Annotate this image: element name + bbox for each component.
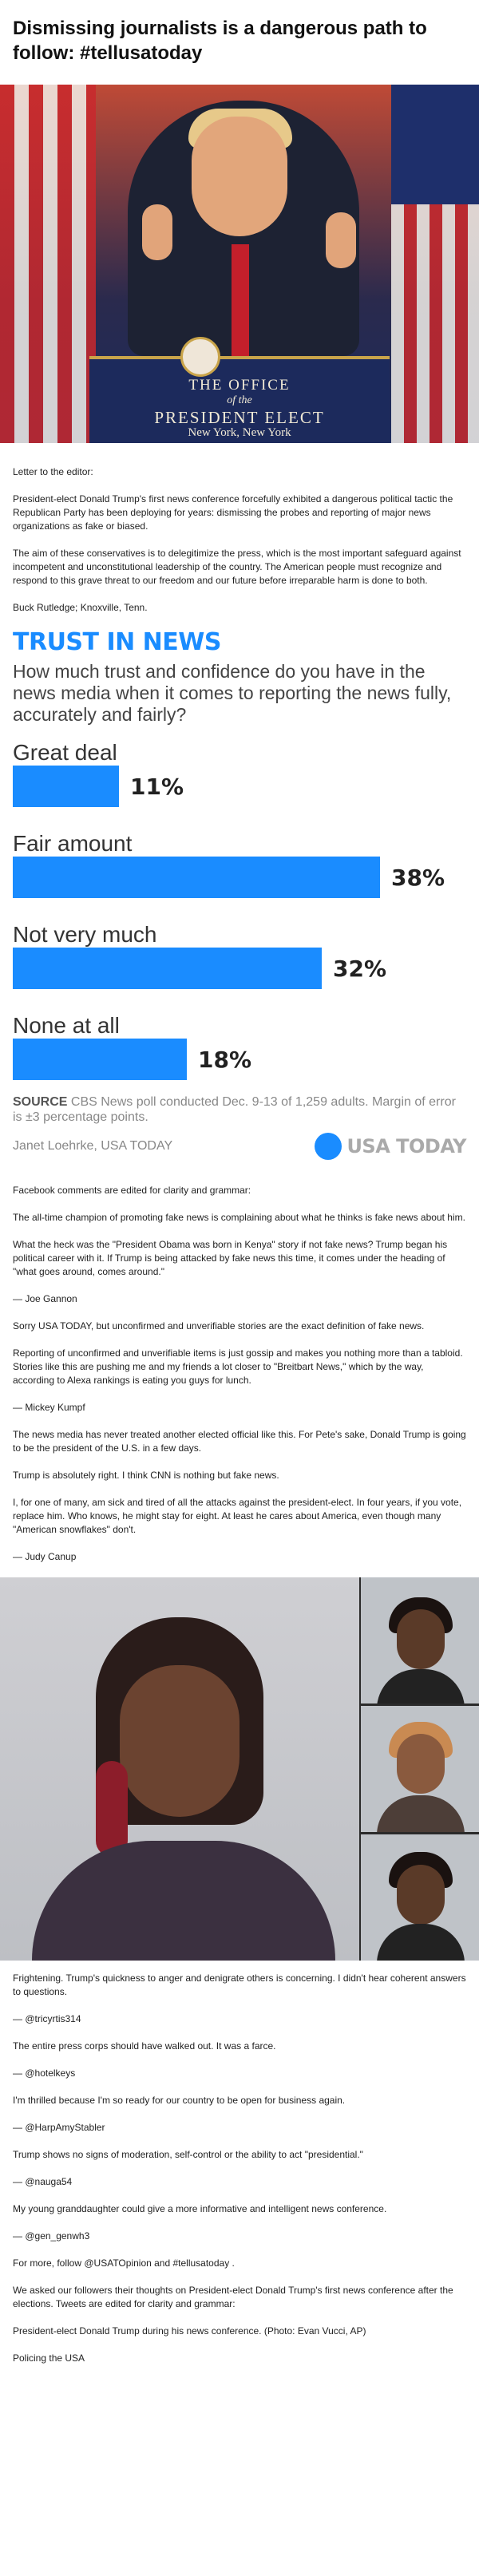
mugshot-side-1 xyxy=(361,1577,479,1703)
photo-caption: President-elect Donald Trump during his news conference. (Photo: Evan Vucci, AP) xyxy=(13,2325,366,2337)
bar-row xyxy=(13,766,466,807)
comment: The news media has never treated another elected official like this. For Pete's sake, Donald Trump is going to be the president of the U.S. in a few days. xyxy=(13,1429,466,1454)
bar-row xyxy=(13,857,466,898)
mugshot-side-3 xyxy=(361,1834,479,1961)
comments-intro: Facebook comments are edited for clarity and grammar: xyxy=(13,1185,251,1196)
source-text: CBS News poll conducted Dec. 9-13 of 1,259 adults. Margin of error is ±3 percentage points. xyxy=(13,1095,456,1124)
credit-row xyxy=(0,1125,479,1160)
tweet-handle: — @gen_genwh3 xyxy=(13,2230,90,2242)
tweet-handle: — @HarpAmyStabler xyxy=(13,2122,105,2133)
podium-line1: THE OFFICE xyxy=(188,377,291,394)
mugshot-side-face xyxy=(397,1734,445,1794)
bar-category-label: None at all xyxy=(13,1013,120,1038)
usa-today-dot-icon xyxy=(315,1133,342,1160)
mugshot-side-body xyxy=(377,1795,465,1832)
trust-graphic xyxy=(0,628,479,1160)
letter-paragraph: President-elect Donald Trump's first news conference forcefully exhibited a dangerous political tactic the Republican Party has been deploying for years: dismissing the probes and reporting of major news organizations as fake or biased. xyxy=(13,493,453,532)
bar xyxy=(13,1039,187,1080)
tweet: Trump shows no signs of moderation, self-control or the ability to act "presidential." xyxy=(13,2149,363,2160)
comment: What the heck was the "President Obama was born in Kenya" story if not fake news? Trump began his political career with it. If Trump is being attacked by fake news this time, it comes under the heading of "what goes around, comes around." xyxy=(13,1239,448,1277)
tweets xyxy=(0,1961,479,2365)
flag-canton xyxy=(391,85,479,204)
podium-seal-icon xyxy=(180,337,220,377)
bar-category-label: Not very much xyxy=(13,922,157,947)
letter-signoff: Buck Rutledge; Knoxville, Tenn. xyxy=(13,602,148,613)
comment: Sorry USA TODAY, but unconfirmed and unverifiable stories are the exact definition of fake news. xyxy=(13,1320,425,1332)
mugshot-side-face xyxy=(397,1865,445,1925)
mugshot-shirt xyxy=(32,1841,335,1961)
bar-row xyxy=(13,1039,466,1080)
mugshot-side-body xyxy=(377,1924,465,1961)
mugshot-photo xyxy=(0,1577,479,1961)
bar-row xyxy=(13,948,466,989)
comment: Reporting of unconfirmed and unverifiable items is just gossip and makes you nothing more than a tabloid. Stories like this are pushing me and my friends a lot closer to "Breitbart News," which by the way, according to Alexa rankings is eating you guys for lunch. xyxy=(13,1347,463,1386)
podium-line4: New York, New York xyxy=(188,426,291,439)
speaker-hand-right xyxy=(326,212,356,268)
comment-author: — Judy Canup xyxy=(13,1551,77,1562)
bar-value-label: 18% xyxy=(198,1046,252,1073)
tweet-handle: — @hotelkeys xyxy=(13,2068,76,2079)
chart-title: TRUST IN NEWS xyxy=(13,628,221,656)
comment-author: — Mickey Kumpf xyxy=(13,1402,85,1413)
letter-salutation: Letter to the editor: xyxy=(13,466,93,477)
usa-today-logo-text: USA TODAY xyxy=(346,1135,466,1157)
follow-line[interactable]: For more, follow @USATOpinion and #tellusatoday . xyxy=(13,2257,235,2269)
hero-photo xyxy=(0,85,479,443)
flag-left xyxy=(0,85,96,443)
tweet: The entire press corps should have walked out. It was a farce. xyxy=(13,2040,276,2052)
podium-line3: PRESIDENT ELECT xyxy=(154,408,325,427)
article-headline: Dismissing journalists is a dangerous path to follow: #tellusatoday xyxy=(13,18,427,64)
chart-credit: Janet Loehrke, USA TODAY xyxy=(13,1139,173,1153)
footer-link[interactable]: Policing the USA xyxy=(13,2352,85,2364)
letter-paragraph: The aim of these conservatives is to delegitimize the press, which is the most important safeguard against incompetent and unconstitutional leadership of the country. The American people must recognize and respond to this grave threat to our freedom and our future before irreparable harm is done to both. xyxy=(13,548,461,586)
speaker-hand-left xyxy=(142,204,172,260)
bar-category-label: Fair amount xyxy=(13,831,133,856)
mugshot-red-hair xyxy=(96,1761,128,1857)
mugshot-side-2 xyxy=(361,1706,479,1832)
tweet-handle: — @nauga54 xyxy=(13,2176,73,2187)
podium-line2: of the xyxy=(227,394,252,406)
tweet: Frightening. Trump's quickness to anger and denigrate others is concerning. I didn't hear coherent answers to questions. xyxy=(13,1973,466,1997)
chart-question: How much trust and confidence do you have in the news media when it comes to reporting the news fully, accurately and fairly? xyxy=(13,661,452,725)
comment: I, for one of many, am sick and tired of all the attacks against the president-elect. In four years, if you vote, replace him. Who knows, he might stay for eight. At least he cares about America, even though many "American snowflakes" don't. xyxy=(13,1497,462,1535)
bar xyxy=(13,948,322,989)
speaker-tie xyxy=(232,244,249,372)
mugshot-main xyxy=(0,1577,359,1961)
source-label: SOURCE xyxy=(13,1095,68,1109)
speaker-face xyxy=(192,117,287,236)
mugshot-side-face xyxy=(397,1609,445,1669)
tweet-handle: — @tricyrtis314 xyxy=(13,2013,81,2024)
usa-today-logo xyxy=(315,1133,466,1160)
comment-author: — Joe Gannon xyxy=(13,1293,77,1304)
bar xyxy=(13,857,380,898)
chart-source xyxy=(0,1091,479,1125)
facebook-comments xyxy=(0,1160,479,1564)
bar-category-label: Great deal xyxy=(13,740,117,765)
bar-value-label: 11% xyxy=(130,773,184,800)
tweet: I'm thrilled because I'm so ready for our country to be open for business again. xyxy=(13,2095,346,2106)
letter xyxy=(0,443,479,615)
bar-value-label: 32% xyxy=(333,955,387,982)
mugshot-side-body xyxy=(377,1669,465,1703)
bar-chart xyxy=(0,726,479,1080)
bar xyxy=(13,766,119,807)
mugshot-face xyxy=(120,1665,240,1817)
bar-value-label: 38% xyxy=(391,864,445,891)
tweets-intro: We asked our followers their thoughts on President-elect Donald Trump's first news conference after the elections. Tweets are edited for clarity and grammar: xyxy=(13,2285,453,2309)
comment: Trump is absolutely right. I think CNN is nothing but fake news. xyxy=(13,1470,279,1481)
comment: The all-time champion of promoting fake news is complaining about what he thinks is fake news about him. xyxy=(13,1212,465,1223)
tweet: My young granddaughter could give a more informative and intelligent news conference. xyxy=(13,2203,387,2214)
